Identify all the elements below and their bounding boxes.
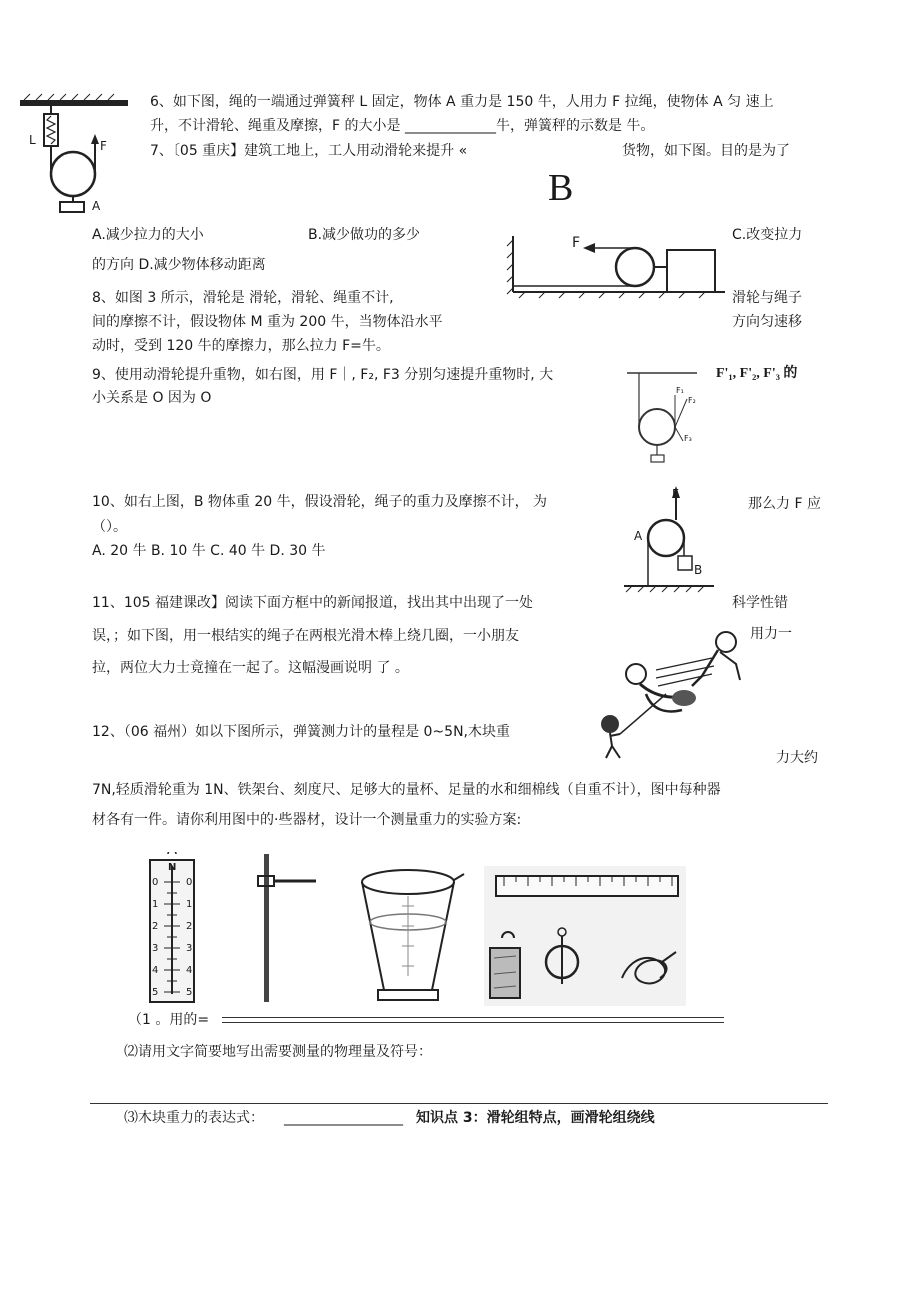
q10-fig-label-b: B [694,563,703,577]
knowledge-point-3: 知识点 3：滑轮组特点，画滑轮组绕线 [416,1110,655,1126]
q11-line1: 11、105 福建课改】阅读下面方框中的新闻报道，找出其中出现了一处 [92,595,533,611]
scale-tick-4-left: 4 [152,965,159,976]
q12-part3: ⑶木块重力的表达式： [124,1110,264,1126]
q12-part1-answer-line-1 [222,1017,724,1018]
scale-tick-4-right: 4 [186,965,193,976]
scale-tick-2-right: 2 [186,921,193,932]
q7-option-a: A.减少拉力的大小 [92,227,204,243]
q7-option-c-start: C.改变拉力 [732,227,803,243]
ruler-block-pulley-string-figure [484,866,686,1006]
horizontal-pulley-figure [505,228,727,300]
q12-line1: 12、（06 福州）如以下图所示，弹簧测力计的量程是 0~5N,木块重 [92,724,510,740]
q10-options: A. 20 牛 B. 10 牛 C. 40 牛 D. 30 牛 [92,543,326,559]
q12-part2: ⑵请用文字简要地写出需要测量的物理量及符号： [124,1044,432,1060]
scale-tick-3-left: 3 [152,943,159,954]
q9-fig-label-f1: F₁ [676,386,684,395]
q11-line2-right: 用力一 [750,626,792,642]
q10-line2: （）。 [92,519,127,535]
q7-fig-label-f: F [572,235,581,251]
scale-tick-0-left: 0 [152,877,159,888]
q8-line3: 动时，受到 120 牛的摩擦力，那么拉力 F=牛。 [92,338,390,354]
q12-line1-right: 力大约 [776,750,818,766]
cartoon-rope-figure [596,628,746,760]
scale-tick-1-left: 1 [152,899,159,910]
q9-fig-label-f3: F₃ [684,434,692,443]
scale-unit-n: N [168,862,177,873]
q7-line1-a: 7、〔05 重庆】建筑工地上，工人用动滑轮来提升 « [150,143,468,159]
q7-big-letter: B [548,167,574,209]
q12-line3: 材各有一件。请你利用图中的·些器材，设计一个测量重力的实验方案: [92,812,522,828]
q8-line1-right: 滑轮与绳子 [732,290,802,306]
q8-line1: 8、如图 3 所示，滑轮是 滑轮，滑轮、绳重不计, [92,290,394,306]
q6-line1: 6、如下图，绳的一端通过弹簧秤 L 固定，物体 A 重力是 150 牛，人用力 F 拉绳，使物体 A 匀 速上 [150,94,774,110]
q7-line1-b: 货物，如下图。目的是为了 [622,143,790,159]
section-divider [90,1103,828,1104]
q6-pulley-figure [18,92,128,217]
q10-pulley-figure [618,480,718,598]
q12-part1: （1 。用的= [128,1012,210,1028]
q12-line2: 7N,轻质滑轮重为 1N、铁架台、刻度尺、足够大的量杯、足量的水和细棉线（自重不计），图中每种器 [92,782,721,798]
q10-fig-label-a: A [634,529,643,543]
q11-line1-right: 科学性错 [732,595,788,611]
q9-fig-label-f2: F₂ [688,396,696,405]
q9-line1: 9、使用动滑轮提升重物，如右图，用 F｜, F₂, F3 分别匀速提升重物时, 大 [92,367,554,383]
scale-tick-5-right: 5 [186,987,193,998]
q8-line2: 间的摩擦不计，假设物体 M 重为 200 牛，当物体沿水平 [92,314,443,330]
q6-fig-label-a: A [92,199,101,213]
q9-line2: 小关系是 O 因为 O [92,390,212,406]
measuring-cup-figure [356,866,468,1006]
q7-line3: 的方向 D.减少物体移动距离 [92,257,266,273]
scale-tick-1-right: 1 [186,899,193,910]
q10-fig-label-f: F [672,487,679,501]
q6-fig-label-l: L [29,133,36,147]
q7-option-b: B.减少做功的多少 [308,227,421,243]
q9-pulley-figure [625,365,710,465]
q6-fig-label-f: F [100,139,107,153]
q12-part3-blank: _________________ [284,1110,403,1126]
q11-line2: 误，；如下图，用一根结实的绳子在两根光滑木棒上绕几圈，一小朋友 [92,628,519,644]
scale-tick-2-left: 2 [152,921,159,932]
q6-line2: 升，不计滑轮、绳重及摩擦，F 的大小是 _____________牛，弹簧秤的示数是 牛。 [150,118,655,134]
scale-tick-3-right: 3 [186,943,193,954]
q8-line2-right: 方向匀速移 [732,314,802,330]
q11-line3: 拉，两位大力士竟撞在一起了。这幅漫画说明 了 。 [92,660,409,676]
q10-line1-right: 那么力 F 应 [748,496,821,512]
iron-stand-figure [250,852,320,1004]
scale-tick-5-left: 5 [152,987,159,998]
q9-line1-right: F'₁, F'₂, F'₃ 的 [716,366,798,381]
q10-line1: 10、如右上图，B 物体重 20 牛，假设滑轮，绳子的重力及摩擦不计， 为 [92,494,548,510]
q12-part1-answer-line-2 [222,1022,724,1023]
scale-tick-0-right: 0 [186,877,193,888]
